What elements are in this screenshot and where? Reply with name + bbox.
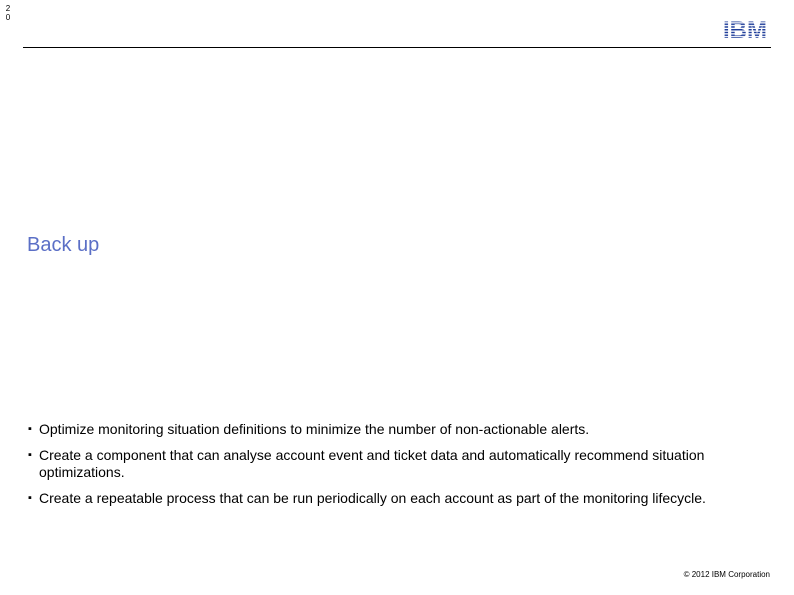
header-divider <box>23 47 771 48</box>
copyright-footer: © 2012 IBM Corporation <box>683 570 770 579</box>
bullet-item <box>28 447 758 481</box>
ibm-logo-icon <box>718 18 772 40</box>
slide-number: 20 <box>5 4 11 22</box>
bullet-text: Create a repeatable process that can be run periodically on each account as part of the monitoring lifecycle. <box>39 490 706 506</box>
bullet-item <box>28 490 758 507</box>
bullet-list <box>28 421 758 516</box>
square-bullet-icon: ▪ <box>28 492 32 504</box>
square-bullet-icon: ▪ <box>28 423 32 435</box>
bullet-text: Create a component that can analyse account event and ticket data and automatically recommend situation optimizations. <box>39 447 705 480</box>
square-bullet-icon: ▪ <box>28 449 32 461</box>
ibm-logo-text: IBM <box>723 18 767 40</box>
section-title: Back up <box>27 234 100 256</box>
bullet-text: Optimize monitoring situation definitions to minimize the number of non-actionable alerts. <box>39 421 590 437</box>
bullet-item <box>28 421 758 438</box>
